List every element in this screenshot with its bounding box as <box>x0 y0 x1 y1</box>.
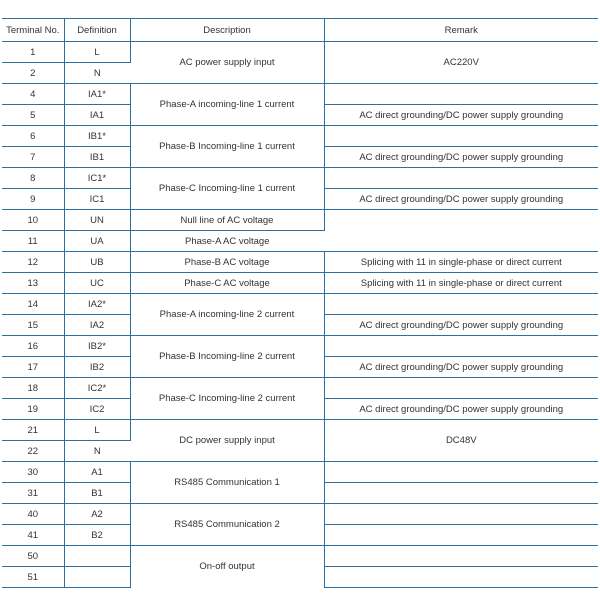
remark-cell: Splicing with 11 in single-phase or direct current <box>324 273 598 294</box>
terminal-no-cell: 19 <box>2 399 64 420</box>
description-cell: Phase-A incoming-line 1 current <box>130 84 324 126</box>
terminal-no-cell: 13 <box>2 273 64 294</box>
terminal-no-cell: 14 <box>2 294 64 315</box>
definition-cell: IA1* <box>64 84 130 105</box>
terminal-no-cell: 9 <box>2 189 64 210</box>
table-row <box>2 126 598 147</box>
definition-cell: UN <box>64 210 130 231</box>
remark-cell: DC48V <box>324 420 598 462</box>
terminal-no-cell: 16 <box>2 336 64 357</box>
terminal-no-cell: 40 <box>2 504 64 525</box>
remark-cell <box>324 504 598 525</box>
terminal-no-cell: 10 <box>2 210 64 231</box>
remark-cell: AC direct grounding/DC power supply grounding <box>324 315 598 336</box>
remark-cell <box>324 483 598 504</box>
terminal-no-cell: 15 <box>2 315 64 336</box>
table-row <box>2 84 598 105</box>
definition-cell: IA2* <box>64 294 130 315</box>
remark-cell <box>324 546 598 567</box>
remark-cell: AC direct grounding/DC power supply grounding <box>324 189 598 210</box>
definition-cell: IB2* <box>64 336 130 357</box>
remark-cell <box>324 168 598 189</box>
terminal-no-cell: 12 <box>2 252 64 273</box>
terminal-no-cell: 1 <box>2 42 64 63</box>
table-row <box>2 273 598 294</box>
remark-cell <box>324 567 598 588</box>
description-cell: On-off output <box>130 546 324 588</box>
remark-cell <box>324 378 598 399</box>
remark-cell: AC direct grounding/DC power supply grounding <box>324 357 598 378</box>
definition-cell: A1 <box>64 462 130 483</box>
terminal-no-cell: 2 <box>2 63 64 84</box>
description-cell: RS485 Communication 2 <box>130 504 324 546</box>
definition-cell: UA <box>64 231 130 252</box>
remark-cell <box>324 294 598 315</box>
terminal-no-cell: 41 <box>2 525 64 546</box>
remark-cell <box>324 210 598 252</box>
terminal-no-cell: 31 <box>2 483 64 504</box>
table-row <box>2 420 598 441</box>
definition-cell: L <box>64 420 130 441</box>
remark-cell: AC direct grounding/DC power supply grounding <box>324 147 598 168</box>
terminal-table <box>2 18 598 588</box>
header-remark: Remark <box>324 19 598 42</box>
definition-cell <box>64 546 130 567</box>
definition-cell: IB1 <box>64 147 130 168</box>
header-definition: Definition <box>64 19 130 42</box>
terminal-no-cell: 51 <box>2 567 64 588</box>
terminal-no-cell: 18 <box>2 378 64 399</box>
definition-cell: IC1* <box>64 168 130 189</box>
definition-cell: IB2 <box>64 357 130 378</box>
remark-cell <box>324 336 598 357</box>
remark-cell: AC direct grounding/DC power supply grounding <box>324 399 598 420</box>
table-row <box>2 546 598 567</box>
description-cell: RS485 Communication 1 <box>130 462 324 504</box>
table-row <box>2 378 598 399</box>
definition-cell: IC2* <box>64 378 130 399</box>
table-row <box>2 210 598 231</box>
remark-cell <box>324 525 598 546</box>
table-row <box>2 462 598 483</box>
definition-cell: B2 <box>64 525 130 546</box>
description-cell: DC power supply input <box>130 420 324 462</box>
remark-cell: AC220V <box>324 42 598 84</box>
terminal-no-cell: 17 <box>2 357 64 378</box>
table-row <box>2 294 598 315</box>
terminal-no-cell: 7 <box>2 147 64 168</box>
definition-cell: UC <box>64 273 130 294</box>
terminal-no-cell: 11 <box>2 231 64 252</box>
terminal-no-cell: 30 <box>2 462 64 483</box>
terminal-no-cell: 21 <box>2 420 64 441</box>
description-cell: Phase-A incoming-line 2 current <box>130 294 324 336</box>
header-terminal-no: Terminal No. <box>2 19 64 42</box>
definition-cell: IA1 <box>64 105 130 126</box>
terminal-no-cell: 50 <box>2 546 64 567</box>
remark-cell: AC direct grounding/DC power supply grounding <box>324 105 598 126</box>
table-row <box>2 42 598 63</box>
definition-cell: IC1 <box>64 189 130 210</box>
definition-cell <box>64 567 130 588</box>
terminal-no-cell: 5 <box>2 105 64 126</box>
definition-cell: IB1* <box>64 126 130 147</box>
description-cell: Phase-C Incoming-line 1 current <box>130 168 324 210</box>
table-row <box>2 504 598 525</box>
description-cell: Phase-C AC voltage <box>130 273 324 294</box>
terminal-no-cell: 4 <box>2 84 64 105</box>
remark-cell <box>324 84 598 105</box>
remark-cell <box>324 126 598 147</box>
definition-cell: N <box>64 63 130 84</box>
header-description: Description <box>130 19 324 42</box>
definition-cell: A2 <box>64 504 130 525</box>
definition-cell: L <box>64 42 130 63</box>
description-cell: Phase-B Incoming-line 1 current <box>130 126 324 168</box>
description-cell: AC power supply input <box>130 42 324 84</box>
terminal-no-cell: 6 <box>2 126 64 147</box>
table-row <box>2 252 598 273</box>
definition-cell: UB <box>64 252 130 273</box>
description-cell: Phase-C Incoming-line 2 current <box>130 378 324 420</box>
definition-cell: B1 <box>64 483 130 504</box>
remark-cell <box>324 462 598 483</box>
table-row <box>2 168 598 189</box>
definition-cell: IA2 <box>64 315 130 336</box>
terminal-no-cell: 22 <box>2 441 64 462</box>
description-cell: Phase-B AC voltage <box>130 252 324 273</box>
table-row <box>2 336 598 357</box>
description-cell: Null line of AC voltage <box>130 210 324 231</box>
definition-cell: IC2 <box>64 399 130 420</box>
terminal-no-cell: 8 <box>2 168 64 189</box>
definition-cell: N <box>64 441 130 462</box>
description-cell: Phase-B Incoming-line 2 current <box>130 336 324 378</box>
remark-cell: Splicing with 11 in single-phase or direct current <box>324 252 598 273</box>
header-row <box>2 19 598 42</box>
description-cell: Phase-A AC voltage <box>130 231 324 252</box>
